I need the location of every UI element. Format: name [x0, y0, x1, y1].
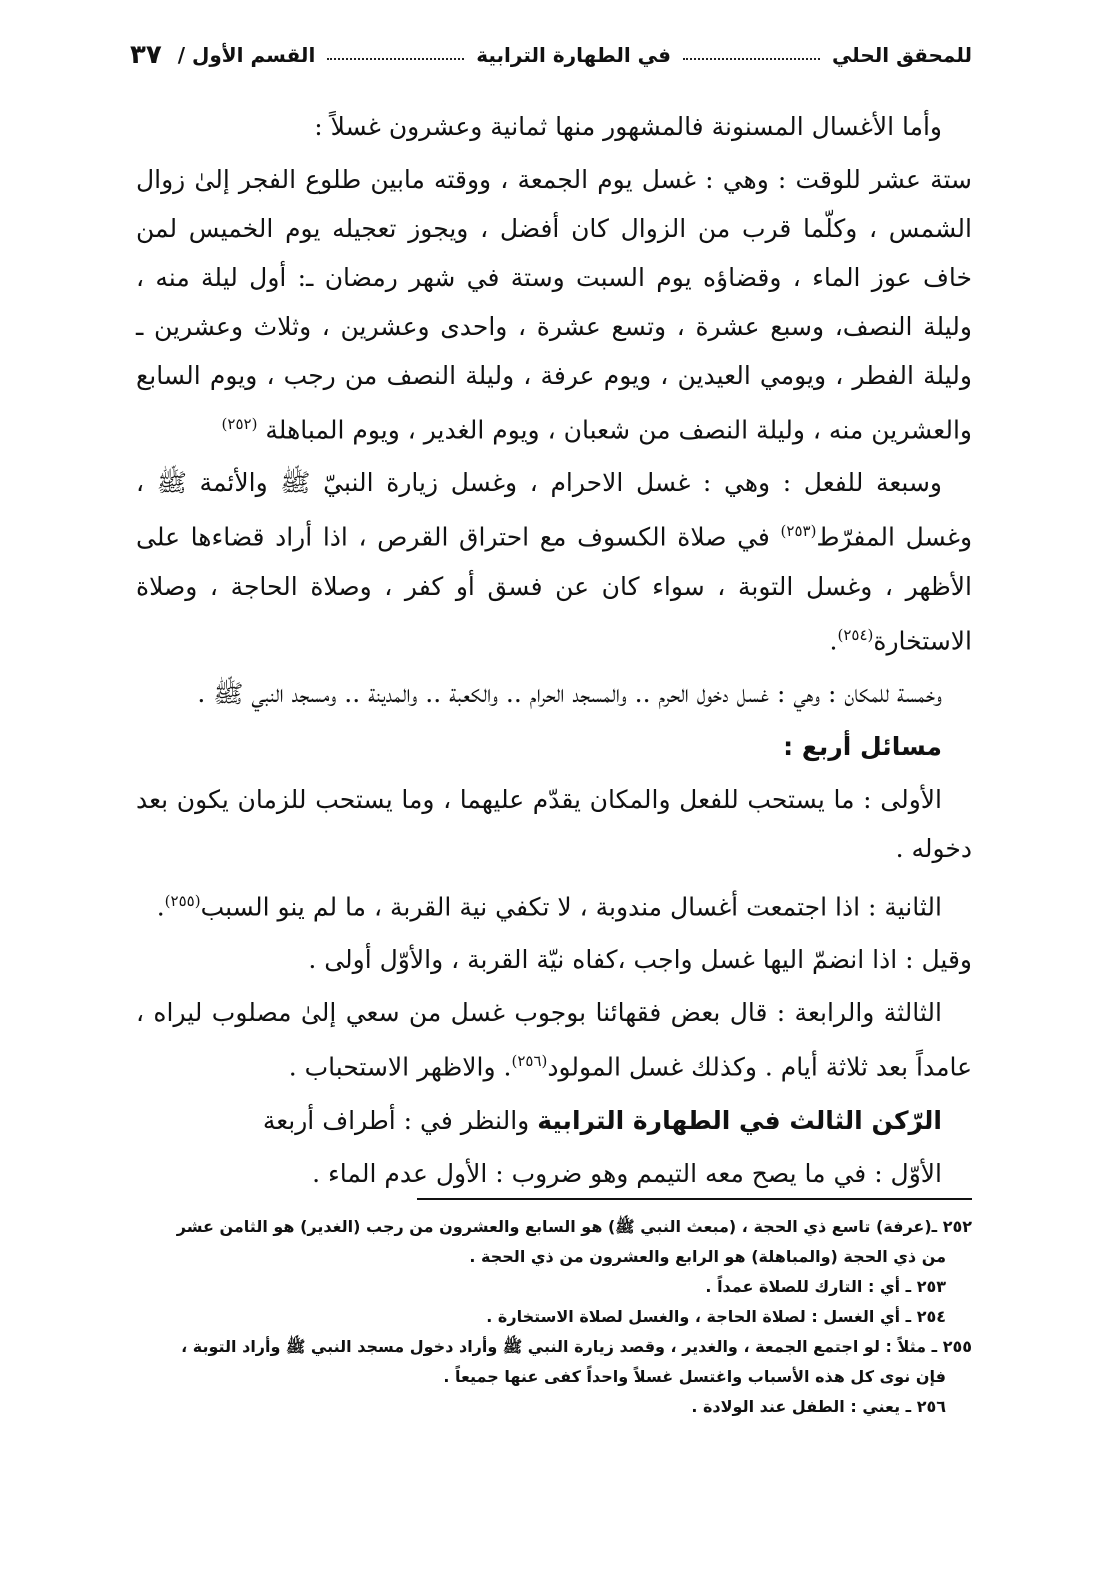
- footnote-ref: (٢٥٢): [221, 415, 258, 433]
- header-right-title: للمحقق الحلي: [831, 43, 972, 67]
- chapter-heading: الرّكن الثالث في الطهارة الترابية: [537, 1105, 942, 1135]
- footnote-ref: (٢٥٦): [511, 1052, 548, 1071]
- main-text: [136, 102, 972, 1202]
- paragraph: الثانية : اذا اجتمعت أغسال مندوبة ، لا تكفي نية القربة ، ما لم ينو السبب$^{(٢٥٥)}$.: [156, 891, 942, 922]
- footnote-253: ٢٥٣ ـ أي : التارك للصلاة عمداً .: [705, 1277, 946, 1296]
- paragraph: الأوّل : في ما يصح معه التيمم وهو ضروب : الأول عدم الماء .: [312, 1158, 942, 1188]
- footnotes: [136, 1212, 972, 1422]
- header-center-title: في الطهارة الترابية: [476, 43, 671, 67]
- footnote-divider: [417, 1198, 972, 1200]
- paragraph-text: . والاظهر الاستحباب .: [288, 1052, 512, 1082]
- paragraph-text: وسبعة للفعل : وهي : غسل الاحرام ، وغسل زيارة النبيّ ﷺ والأئمة ﷺ ، وغسل المفرّط: [136, 468, 973, 552]
- paragraph-text: الثانية : اذا اجتمعت أغسال مندوبة ، لا تكفي نية القربة ، ما لم ينو السبب: [200, 892, 942, 922]
- paragraph-text: والنظر في : أطراف أربعة: [262, 1105, 530, 1135]
- paragraph: [136, 1096, 972, 1145]
- page-number: ٣٧: [129, 40, 162, 70]
- footnote-256: ٢٥٦ ـ يعني : الطفل عند الولادة .: [691, 1397, 946, 1416]
- running-header: [130, 40, 972, 70]
- footnote-255: ٢٥٥ ـ مثلاً : لو اجتمع الجمعة ، والغدير ، وقصد زيارة النبي ﷺ وأراد دخول مسجد النبي ﷺ وأراد التوبة ،: [181, 1337, 972, 1356]
- paragraph-text: الثالثة والرابعة : قال بعض فقهائنا بوجوب غسل من سعي إلىٰ مصلوب ليراه ، عامداً بعد ثلاثة أيام . وكذلك غسل المولود: [136, 998, 972, 1082]
- header-dots: [683, 58, 820, 60]
- footnote-ref: (٢٥٤): [837, 625, 874, 644]
- paragraph-text: ستة عشر للوقت : وهي : غسل يوم الجمعة ، ووقته مابين طلوع الفجر إلىٰ زوال الشمس ، وكلّما قرب من الزوال كان أفضل ، ويجوز تعجيله يوم الخميس لمن خاف عوز الماء ، وقضاؤه يوم السبت وستة في شهر رمضان ـ: أول ليلة منه ، وليلة النصف، وسبع عشرة ، وتسع عشرة ، واحدى وعشرين ، وثلاث وعشرين ـ وليلة الفطر ، ويومي العيدين ، ويوم عرفة ، وليلة النصف من رجب ، ويوم السابع والعشرين منه ، وليلة النصف من شعبان ، ويوم الغدير ، ويوم المباهلة: [136, 165, 972, 445]
- footnote-252: ٢٥٢ ـ(عرفة) تاسع ذي الحجة ، (مبعث النبي ﷺ) هو السابع والعشرون من رجب (الغدير) هو الثامن عشر: [176, 1217, 972, 1236]
- header-dots: [327, 58, 464, 60]
- paragraph: [136, 155, 972, 454]
- footnote-252-cont: من ذي الحجة (والمباهلة) هو الرابع والعشرون من ذي الحجة .: [469, 1247, 946, 1266]
- header-left-group: [130, 40, 315, 70]
- paragraph: وخمسة للمكان : وهي : غسل دخول الحرم .. والمسجد الحرام .. والكعبة .. والمدينة .. ومسجد النبي ﷺ .: [197, 678, 942, 708]
- paragraph: وسبعة للفعل : وهي : غسل الاحرام ، وغسل زيارة النبيّ ﷺ والأئمة ﷺ ، وغسل المفرّط$^{(٢٥٣)}$ في صلاة الكسوف مع احتراق القرص ، اذا أراد قضاءها على الأظهر ، وغسل التوبة ، سواء كان عن فسق أو كفر ، وصلاة الحاجة ، وصلاة الاستخارة$^{(٢٥٤)}$.: [136, 468, 973, 655]
- paragraph-text: في صلاة الكسوف مع احتراق القرص ، اذا أراد قضاءها على الأظهر ، وغسل التوبة ، سواء كان عن فسق أو كفر ، وصلاة الحاجة ، وصلاة الاستخارة: [136, 522, 972, 655]
- footnote-ref: (٢٥٥): [164, 891, 201, 910]
- paragraph: الأولى : ما يستحب للفعل والمكان يقدّم عليهما ، وما يستحب للزمان يكون بعد دخوله .: [136, 784, 972, 863]
- footnote-ref: (٢٥٣): [780, 522, 817, 541]
- footnote-255-cont: فإن نوى كل هذه الأسباب واغتسل غسلاً واحداً كفى عنها جميعاً .: [443, 1367, 946, 1386]
- paragraph: وأما الأغسال المسنونة فالمشهور منها ثمانية وعشرون غسلاً :: [314, 112, 942, 141]
- section-heading: مسائل أربع :: [783, 731, 942, 761]
- header-left-title: القسم الأول /: [177, 43, 316, 67]
- paragraph: وقيل : اذا انضمّ اليها غسل واجب ،كفاه نيّة القربة ، والأوّل أولى .: [308, 945, 972, 975]
- paragraph: [136, 988, 972, 1091]
- footnote-254: ٢٥٤ ـ أي الغسل : لصلاة الحاجة ، والغسل لصلاة الاستخارة .: [486, 1307, 946, 1326]
